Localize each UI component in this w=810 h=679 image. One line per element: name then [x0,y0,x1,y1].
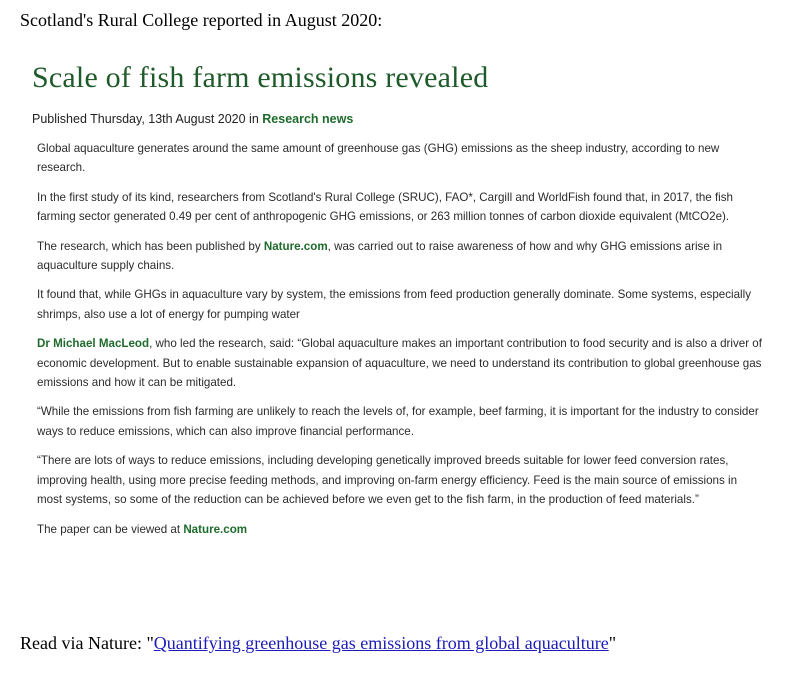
published-date: Published Thursday, 13th August 2020 in [32,112,263,126]
paragraph-2: In the first study of its kind, researchers from Scotland's Rural College (SRUC), FAO*, Cargill and WorldFish found that, in 2017, the fish farming sector generated 0.49 per cent of anthropogenic GHG emissions, or 263 million tonnes of carbon dioxide equivalent (MtCO2e). [37,190,733,224]
published-line [32,110,765,128]
paragraph-7: “There are lots of ways to reduce emissions, including developing genetically improved breeds suitable for lower feed conversion rates, improving health, using more precise feeding methods, and improving on-farm energy efficiency. Feed is the main source of emissions in most systems, so some of the reduction can be achieved before we even get to the fish farm, in the production of feed materials.” [37,454,738,507]
intro-line: Scotland's Rural College reported in August 2020: [20,10,383,30]
paragraph-3-text-before: The research, which has been published by [37,239,264,253]
paragraph-3-text-after: , was carried out to raise awareness of how and why GHG emissions arise in aquaculture supply chains. [37,239,723,273]
nature-com-paper-link[interactable]: Nature.com [183,522,248,536]
nature-com-link[interactable]: Nature.com [263,239,328,253]
michael-macleod-link[interactable]: Dr Michael MacLeod [37,337,150,351]
footer-suffix: " [608,633,617,653]
research-news-link[interactable]: Research news [262,112,354,126]
paragraph-1: Global aquaculture generates around the same amount of greenhouse gas (GHG) emissions as the sheep industry, according to new research. [37,142,720,175]
paper-title-link[interactable]: Quantifying greenhouse gas emissions from global aquaculture [153,633,609,653]
paragraph-6: “While the emissions from fish farming are unlikely to reach the levels of, for example, beef farming, it is important for the industry to consider ways to reduce emissions, which can also improve financial performance. [37,405,759,438]
paragraph-8-text: The paper can be viewed at [37,522,184,536]
paragraph-5-text: , who led the research, said: “Global aquaculture makes an important contribution to food security and is also a driver of economic development. But to enable sustainable expansion of aquaculture, we need to understand its contribution to global greenhouse gas emissions and how it can be mitigated. [37,337,762,390]
article-body [37,139,765,539]
article-screenshot [30,58,765,549]
footer-prefix: Read via Nature: " [20,633,154,653]
paragraph-4: It found that, while GHGs in aquaculture vary by system, the emissions from feed production generally dominate. Some systems, especially shrimps, also use a lot of energy for pumping water [37,288,751,321]
paragraph-3 [37,237,765,276]
paragraph-5 [37,334,765,392]
read-via-nature-line [20,631,616,655]
article-headline: Scale of fish farm emissions revealed [32,61,489,94]
paragraph-8 [37,520,765,539]
